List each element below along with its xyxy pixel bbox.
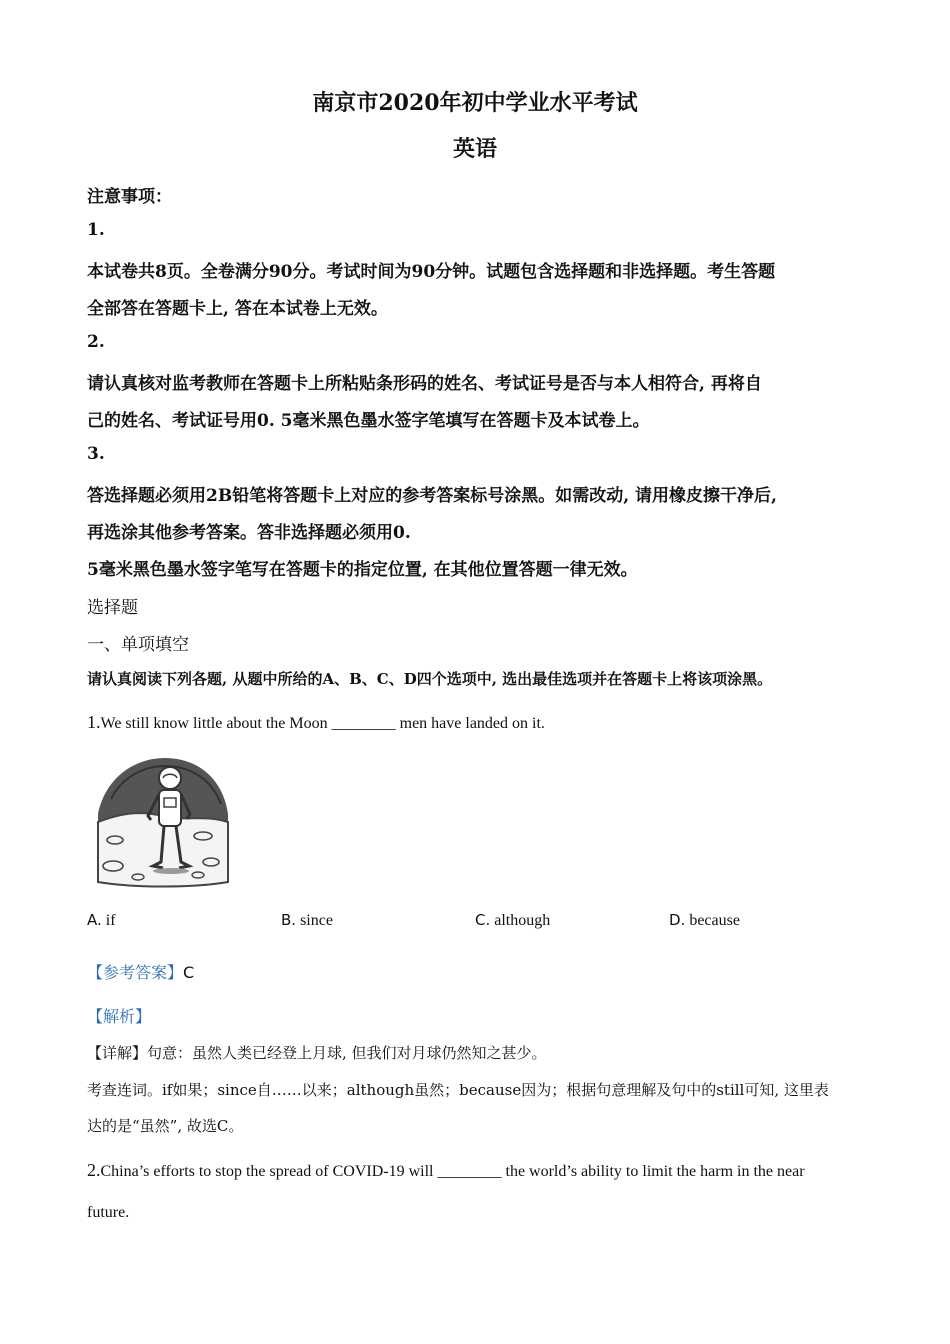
- analysis-explanation-line-1: 考查连词。if如果；since自……以来；although虽然；because因为；根据句意理解及句中的still可知, 这里表: [87, 1081, 829, 1099]
- note-1-number: 1.: [87, 220, 105, 240]
- question-2: [87, 1160, 805, 1181]
- analysis-explanation-line-2: 达的是“虽然”, 故选C。: [87, 1117, 244, 1135]
- question-1-text: We still know little about the Moon ________ men have landed on it.: [100, 715, 545, 732]
- option-d: [669, 911, 740, 930]
- option-c: [475, 911, 550, 930]
- note-3-line-1: 答选择题必须用2B铅笔将答题卡上对应的参考答案标号涂黑。如需改动, 请用橡皮擦干净后,: [87, 486, 777, 506]
- astronaut-on-moon-illustration: [93, 744, 233, 889]
- question-2-text-line-1: China’s efforts to stop the spread of COVID-19 will ________ the world’s ability to limit the harm in the near: [100, 1163, 805, 1180]
- note-2-number: 2.: [87, 332, 105, 352]
- option-b-text: since: [300, 912, 333, 929]
- option-c-text: although: [494, 912, 551, 929]
- answer-value: C: [183, 963, 195, 982]
- option-d-text: because: [689, 912, 740, 929]
- question-2-number: 2.: [87, 1160, 101, 1180]
- subject-title: 英语: [452, 136, 497, 162]
- note-3-line-2: 再选涂其他参考答案。答非选择题必须用0.: [87, 523, 411, 543]
- option-a: [87, 911, 116, 930]
- option-b-label: B.: [281, 911, 297, 929]
- question-2-text-line-2: future.: [87, 1204, 130, 1221]
- answer-line: [87, 960, 194, 983]
- option-a-text: if: [105, 912, 116, 929]
- analysis-label: 【解析】: [87, 1007, 152, 1026]
- section-type: 选择题: [87, 598, 138, 618]
- option-c-label: C.: [475, 911, 491, 929]
- note-2-line-2: 己的姓名、考试证号用0. 5毫米黑色墨水签字笔填写在答题卡及本试卷上。: [87, 411, 650, 431]
- question-1-number: 1.: [87, 712, 101, 732]
- option-d-label: D.: [669, 911, 686, 929]
- notes-heading: 注意事项：: [87, 187, 172, 207]
- answer-label: 【参考答案】: [87, 963, 184, 982]
- note-3-line-3: 5毫米黑色墨水签字笔写在答题卡的指定位置, 在其他位置答题一律无效。: [87, 560, 638, 580]
- exam-title: 南京市2020年初中学业水平考试: [312, 90, 638, 116]
- option-b: [281, 911, 333, 930]
- section-part: 一、单项填空: [87, 635, 189, 655]
- option-a-label: A.: [87, 911, 102, 929]
- note-2-line-1: 请认真核对监考教师在答题卡上所粘贴条形码的姓名、考试证号是否与本人相符合, 再将自: [87, 374, 762, 394]
- analysis-detail: 【详解】句意：虽然人类已经登上月球, 但我们对月球仍然知之甚少。: [87, 1044, 547, 1062]
- note-3-number: 3.: [87, 444, 105, 464]
- note-1-line-1: 本试卷共8页。全卷满分90分。考试时间为90分钟。试题包含选择题和非选择题。考生答题: [87, 262, 776, 282]
- question-1: [87, 712, 545, 733]
- section-instruction: 请认真阅读下列各题, 从题中所给的A、B、C、D四个选项中, 选出最佳选项并在答题卡上将该项涂黑。: [87, 670, 773, 688]
- note-1-line-2: 全部答在答题卡上, 答在本试卷上无效。: [87, 299, 388, 319]
